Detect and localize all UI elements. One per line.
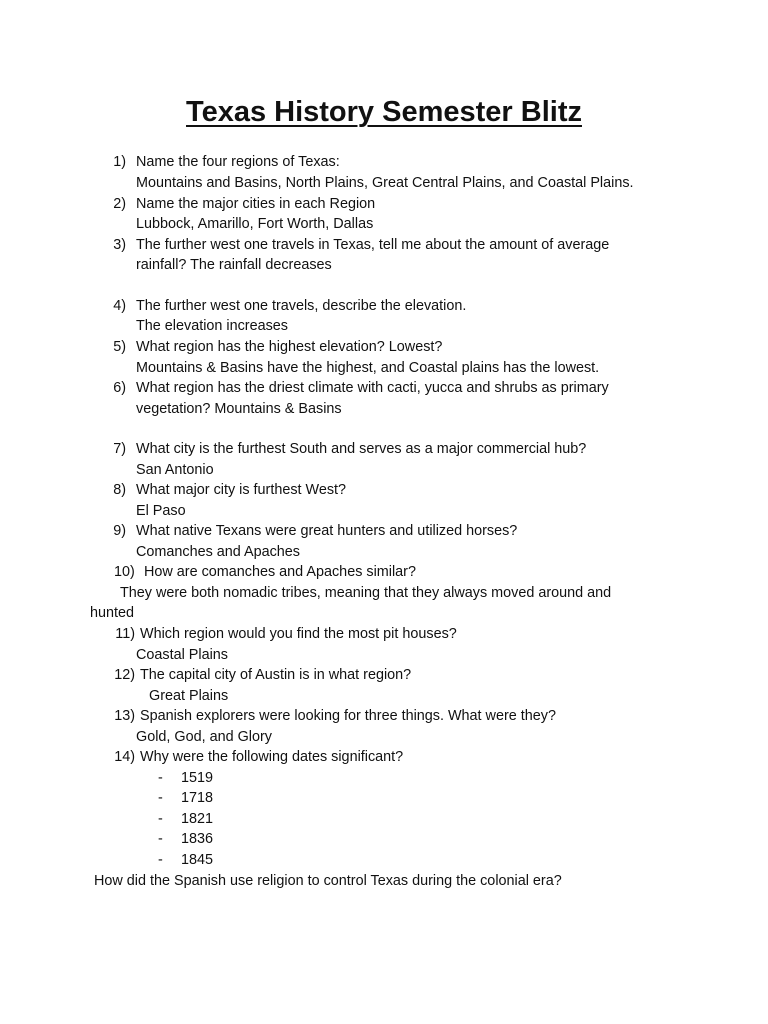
list-dash: - bbox=[158, 811, 163, 827]
answer-text: vegetation? Mountains & Basins bbox=[136, 401, 342, 417]
answer-text: They were both nomadic tribes, meaning that they always moved around and bbox=[120, 585, 612, 601]
question-text: Why were the following dates significant? bbox=[140, 749, 404, 765]
answer-text: The elevation increases bbox=[136, 318, 288, 334]
answer-text: San Antonio bbox=[136, 462, 214, 478]
answer-text: Mountains and Basins, North Plains, Great Central Plains, and Coastal Plains. bbox=[136, 175, 634, 191]
date-item: 1845 bbox=[181, 852, 214, 868]
item-number: 7) bbox=[113, 441, 126, 457]
question-text: Name the four regions of Texas: bbox=[136, 154, 340, 170]
question-text: The capital city of Austin is in what region? bbox=[140, 667, 412, 683]
question-text: Spanish explorers were looking for three things. What were they? bbox=[140, 708, 556, 724]
item-number: 1) bbox=[113, 154, 126, 170]
question-text: Which region would you find the most pit houses? bbox=[140, 626, 457, 642]
item-number: 13) bbox=[114, 708, 135, 724]
item-number: 14) bbox=[114, 749, 135, 765]
question-text: What major city is furthest West? bbox=[136, 482, 347, 498]
question-text: What city is the furthest South and serves as a major commercial hub? bbox=[136, 441, 587, 457]
answer-text: Gold, God, and Glory bbox=[136, 729, 272, 745]
date-item: 1519 bbox=[181, 770, 214, 786]
question-text: What region has the highest elevation? Lowest? bbox=[136, 339, 443, 355]
question-text: Name the major cities in each Region bbox=[136, 196, 376, 212]
item-number: 10) bbox=[114, 564, 135, 580]
answer-text: Mountains & Basins have the highest, and Coastal plains has the lowest. bbox=[136, 360, 600, 376]
date-item: 1718 bbox=[181, 790, 214, 806]
question-text: The further west one travels in Texas, tell me about the amount of average bbox=[136, 237, 610, 253]
question-text: What region has the driest climate with cacti, yucca and shrubs as primary bbox=[136, 380, 609, 396]
item-number: 9) bbox=[113, 523, 126, 539]
list-dash: - bbox=[158, 790, 163, 806]
item-number: 12) bbox=[114, 667, 135, 683]
question-text: How are comanches and Apaches similar? bbox=[144, 564, 416, 580]
item-number: 8) bbox=[113, 482, 126, 498]
question-text: What native Texans were great hunters and utilized horses? bbox=[136, 523, 518, 539]
item-number: 6) bbox=[113, 380, 126, 396]
answer-text-continued: hunted bbox=[90, 605, 135, 621]
final-question: How did the Spanish use religion to control Texas during the colonial era? bbox=[94, 873, 562, 889]
answer-text: Lubbock, Amarillo, Fort Worth, Dallas bbox=[136, 216, 374, 232]
answer-text: Comanches and Apaches bbox=[136, 544, 301, 560]
date-item: 1821 bbox=[181, 811, 214, 827]
list-dash: - bbox=[158, 770, 163, 786]
page-title: Texas History Semester Blitz bbox=[186, 96, 582, 128]
answer-text: rainfall? The rainfall decreases bbox=[136, 257, 332, 273]
list-dash: - bbox=[158, 852, 163, 868]
item-number: 11) bbox=[115, 626, 135, 642]
question-text: The further west one travels, describe the elevation. bbox=[136, 298, 467, 314]
date-item: 1836 bbox=[181, 831, 214, 847]
item-number: 4) bbox=[113, 298, 126, 314]
answer-text: Coastal Plains bbox=[136, 647, 228, 663]
item-number: 3) bbox=[113, 237, 126, 253]
answer-text: El Paso bbox=[136, 503, 186, 519]
list-dash: - bbox=[158, 831, 163, 847]
answer-text: Great Plains bbox=[149, 688, 229, 704]
item-number: 2) bbox=[113, 196, 126, 212]
item-number: 5) bbox=[113, 339, 126, 355]
